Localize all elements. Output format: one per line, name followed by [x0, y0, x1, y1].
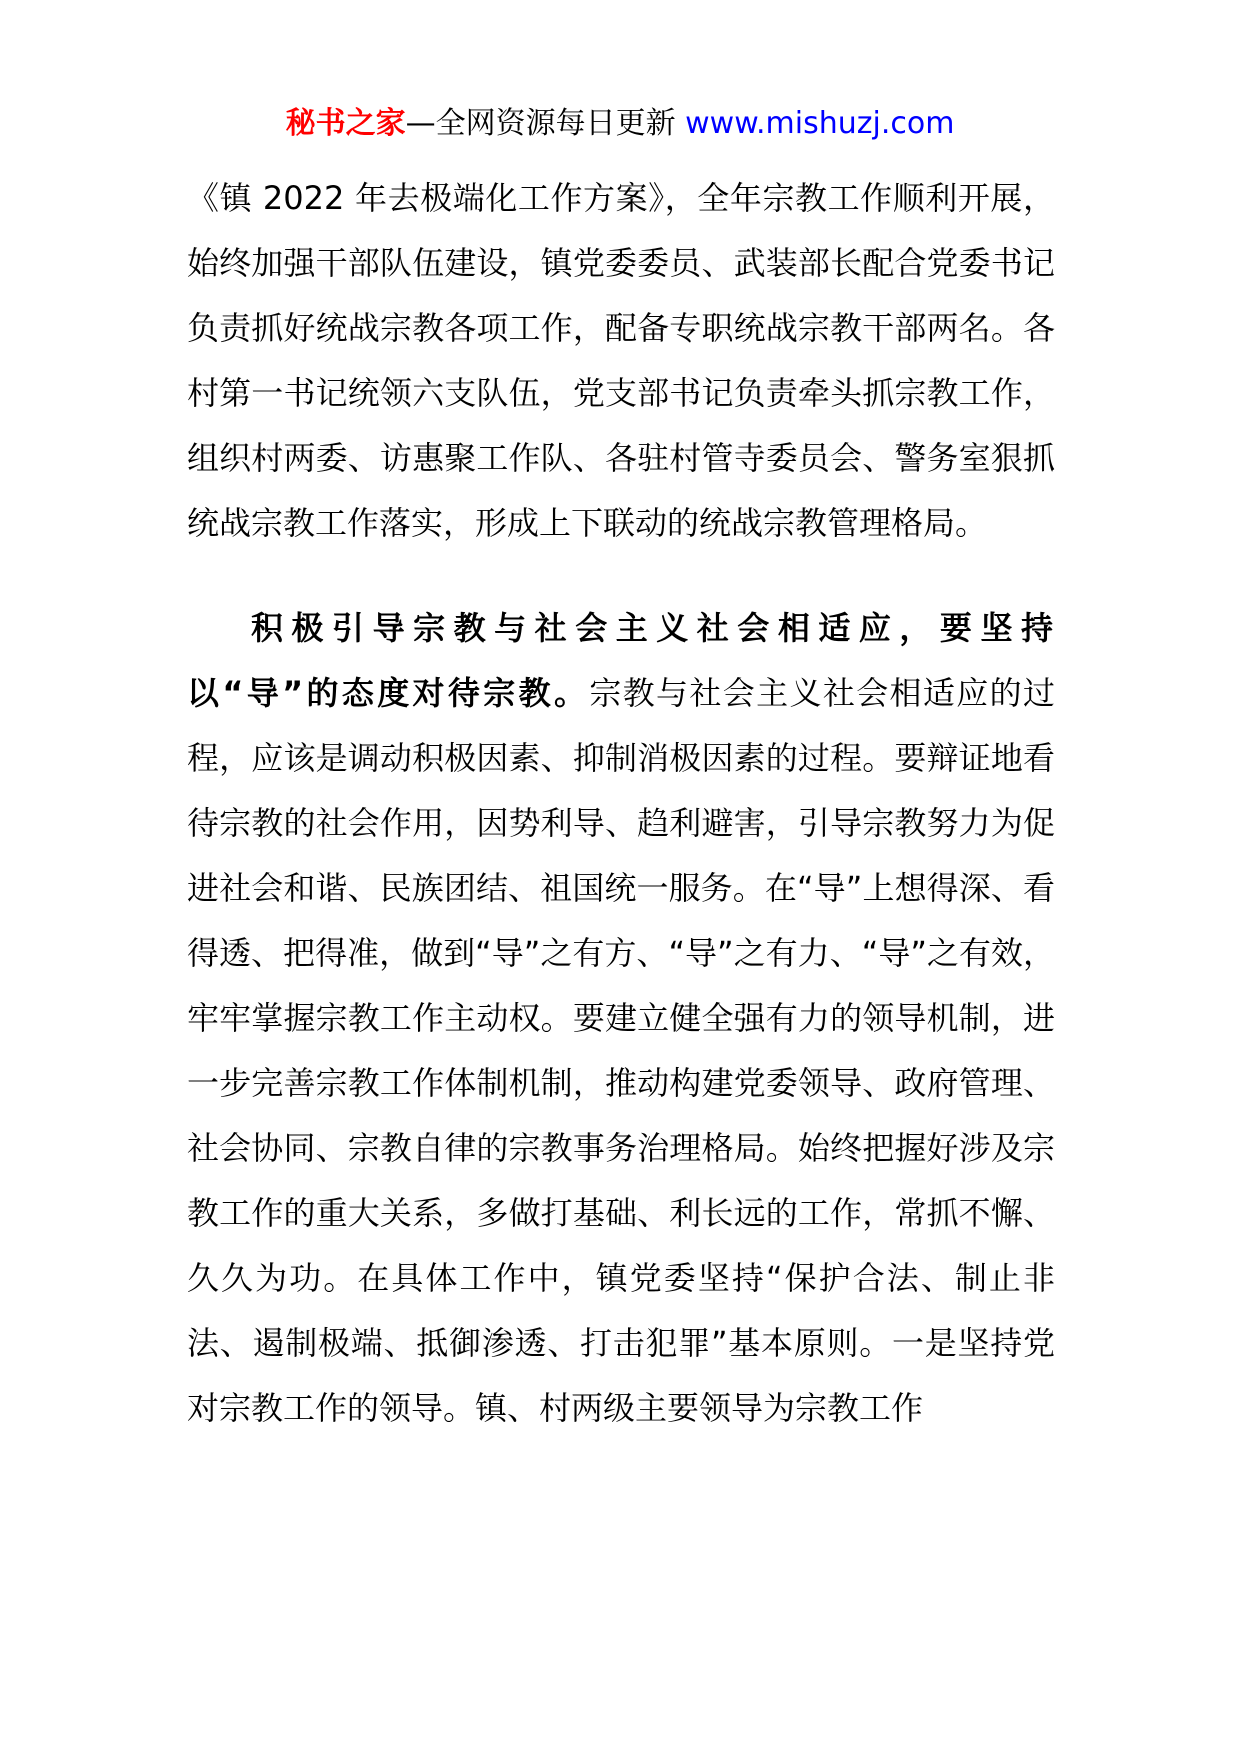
document-body [187, 166, 1055, 1441]
site-url-link[interactable]: www.mishuzj.com [685, 106, 955, 141]
paragraph [187, 166, 1055, 556]
site-brand: 秘书之家 [285, 106, 406, 141]
paragraph-lead-bold: 积极引导宗教与社会主义社会相适应，要坚持以“导”的态度对待宗教。 [187, 609, 1055, 712]
paragraph [187, 596, 1055, 1441]
paragraph-text: 《镇 2022 年去极端化工作方案》，全年宗教工作顺利开展，始终加强干部队伍建设，镇党委委员、武装部长配合党委书记负责抓好统战宗教各项工作，配备专职统战宗教干部两名。各村第一书记统领六支队伍，党支部书记负责牵头抓宗教工作，组织村两委、访惠聚工作队、各驻村管寺委员会、警务室狠抓统战宗教工作落实，形成上下联动的统战宗教管理格局。 [187, 179, 1055, 542]
site-tagline: —全网资源每日更新 [405, 106, 686, 141]
paragraph-text: 宗教与社会主义社会相适应的过程，应该是调动积极因素、抑制消极因素的过程。要辩证地看待宗教的社会作用，因势利导、趋利避害，引导宗教努力为促进社会和谐、民族团结、祖国统一服务。在“导”上想得深、看得透、把得准，做到“导”之有方、“导”之有力、“导”之有效，牢牢掌握宗教工作主动权。要建立健全强有力的领导机制，进一步完善宗教工作体制机制，推动构建党委领导、政府管理、社会协同、宗教自律的宗教事务治理格局。始终把握好涉及宗教工作的重大关系，多做打基础、利长远的工作，常抓不懈、久久为功。在具体工作中，镇党委坚持“保护合法、制止非法、遏制极端、抵御渗透、打击犯罪”基本原则。一是坚持党对宗教工作的领导。镇、村两级主要领导为宗教工作 [187, 674, 1055, 1427]
site-header [0, 104, 1240, 144]
